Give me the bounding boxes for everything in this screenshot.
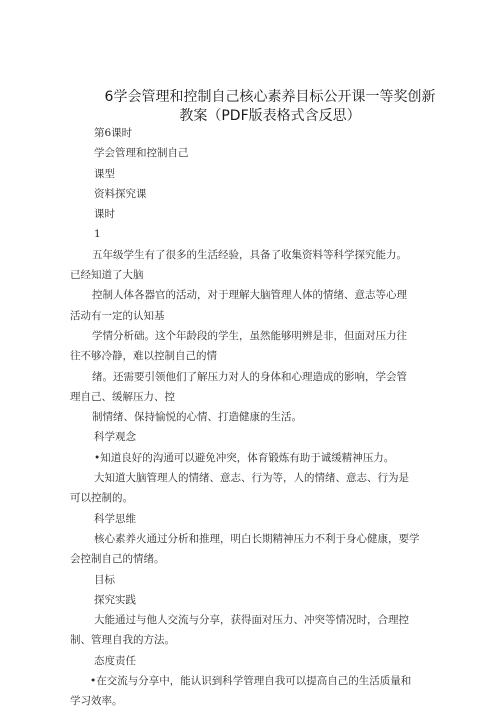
- lesson-periods-value: 1: [94, 228, 101, 241]
- paragraph-line: 学情分析础。这个年龄段的学生，虽然能够明辨是非，但面对压力往: [92, 329, 407, 342]
- paragraph-line: 往不够冷静，难以控制自己的情: [70, 350, 217, 363]
- section-heading: 探究实践: [94, 593, 136, 606]
- paragraph-line: 已经知道了大脑: [70, 269, 144, 282]
- paragraph-line: 可以控制的。: [70, 492, 133, 505]
- paragraph-line: 大知道大脑管理人的情绪、意志、行为等，人的情绪、意志、行为是: [94, 472, 409, 485]
- paragraph-line: 制情绪、保持愉悦的心情、打造健康的生活。: [92, 411, 302, 424]
- lesson-periods-label: 课时: [94, 208, 115, 221]
- section-heading: 目标: [94, 573, 115, 586]
- section-heading: 科学观念: [94, 431, 136, 444]
- paragraph-line: 大能通过与他人交流与分享，获得面对压力、冲突等情况时，合理控: [94, 614, 409, 627]
- paragraph-line: •知道良好的沟通可以避免冲突，体育锻炼有助于诚缓精神压力。: [94, 451, 395, 464]
- paragraph-line: 制、管理自我的方法。: [70, 634, 175, 647]
- paragraph-line: 核心素养火通过分析和推理，明白长期精神压力不利于身心健康，要学: [94, 532, 420, 545]
- lesson-type-value: 资料探究课: [94, 187, 147, 200]
- section-heading: 态度责任: [94, 654, 136, 667]
- document-body: [70, 123, 442, 712]
- paragraph-line: 控制人体各器官的活动，对于理解大脑管理人体的情绪、意志等心理: [92, 289, 407, 302]
- lesson-type-label: 课型: [94, 167, 115, 180]
- paragraph-line: 绪。还需要引领他们了解压力对人的身体和心理造成的影响，学会管: [92, 370, 407, 383]
- document-title: [100, 88, 440, 126]
- paragraph-line: 会控制自己的情绪。: [70, 553, 165, 566]
- paragraph-line: •在交流与分享中，能认识到科学管理自我可以提高自己的生活质量和: [90, 675, 412, 688]
- lesson-title: 学会管理和控制自己: [94, 147, 189, 160]
- title-line-1: 6学会管理和控制自己核心素养目标公开课一等奖创新: [104, 89, 436, 105]
- paragraph-line: 学习效率。: [70, 695, 123, 708]
- paragraph-line: 五年级学生有了很多的生活经验，具备了收集资料等科学探究能力。: [92, 248, 407, 261]
- paragraph-line: 活动有一定的认知基: [70, 309, 165, 322]
- section-heading: 科学思维: [94, 512, 136, 525]
- paragraph-line: 理自己、缓解压力、控: [70, 390, 175, 403]
- lesson-number: 第6课时: [94, 127, 133, 139]
- title-line-2: 教案（PDF版表格式含反思）: [179, 108, 361, 124]
